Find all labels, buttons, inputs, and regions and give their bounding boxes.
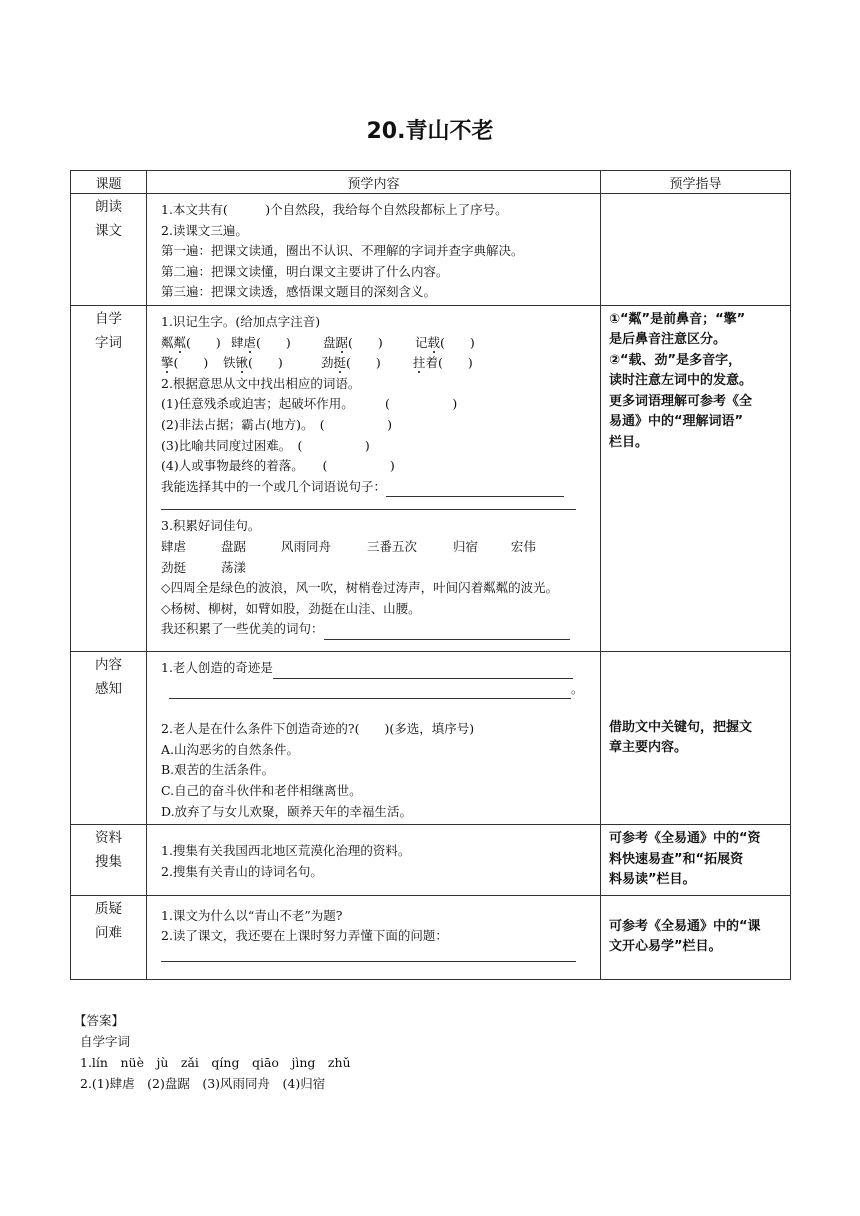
pinyin-item: 肆虐( ) [230,334,291,350]
pinyin-item: 记载( ) [414,334,475,350]
answer-line[interactable] [161,947,576,962]
content-q2: 2.老人是在什么条件下创造奇迹的?( )(多选，填序号) [161,721,475,737]
material-line: 2.搜集有关青山的诗词名句。 [161,863,323,879]
content-q1: 1.老人创造的奇迹是 [161,658,590,679]
table-row-reading [71,194,791,306]
reading-line: 第一遍：把课文读通，圈出不认识、不理解的字词并查字典解决。 [161,243,524,259]
reading-line: 2.读课文三遍。 [161,222,248,238]
row-label-reading: 朗读 课文 [71,194,147,306]
pinyin-item: 铁锹( ) [222,355,283,371]
vocab-word: 三番五次 [366,538,417,554]
q3-sentence: ◇四周全是绿色的波浪，风一吹，树梢卷过涛声，叶间闪着粼粼的波光。 [161,580,559,596]
q3-sentence: ◇杨树、柳树，如臂如股，劲挺在山洼、山腰。 [161,600,421,616]
answer-section-title: 自学字词 [80,1034,131,1049]
answer-line[interactable] [169,684,571,699]
content-q1-continued: 。 [161,679,590,700]
reading-content [147,194,601,306]
preview-table [70,170,791,980]
table-row-question [71,895,791,979]
header-guide: 预学指导 [601,171,791,194]
row-label-material: 资料 搜集 [71,825,147,896]
q2-item: (3)比喻共同度过困难。 ( ) [161,437,370,453]
q3-words-row-2 [161,558,590,579]
self-words-content [147,305,601,651]
question-section [147,895,601,979]
row-label-question: 质疑 问难 [71,895,147,979]
vocab-word: 劲挺 [161,559,187,575]
table-header-row [71,171,791,194]
pinyin-item: 盘踞( ) [322,334,383,350]
answer-line[interactable] [386,482,564,497]
pinyin-row-1 [161,333,590,354]
guide-question: 可参考《全易通》中的“课 文开心易学”栏目。 [601,895,791,979]
q3-more-prompt: 我还积累了一些优美的词句： [161,619,590,640]
guide-material: 可参考《全易通》中的“资 料快速易查”和“拓展资 料易读”栏目。 [601,825,791,896]
guide-content: 借助文中关键句，把握文 章主要内容。 [601,651,791,824]
answer-line[interactable] [273,664,573,679]
q2-item: (1)任意残杀或迫害；起破坏作用。 ( ) [161,396,458,412]
option-item: C.自己的奋斗伙伴和老伴相继离世。 [161,782,362,798]
q2-intro: 2.根据意思从文中找出相应的词语。 [161,375,361,391]
q2-item: (2)非法占据；霸占(地方)。 ( ) [161,416,392,432]
pinyin-row-2 [161,353,590,374]
q3-words-row-1 [161,537,590,558]
row-label-self-words: 自学 字词 [71,305,147,651]
header-content: 预学内容 [147,171,601,194]
question-line: 2.读了课文，我还要在上课时努力弄懂下面的问题： [161,928,448,944]
q1-intro: 1.识记生字。(给加点字注音) [161,313,321,329]
guide-self-words: ①“粼”是前鼻音；“擎” 是后鼻音注意区分。 ②“载、劲”是多音字， 读时注意左词中的发意。 更多词语理解可参考《全 易通》中的“理解词语” 栏目。 [601,305,791,651]
vocab-word: 肆虐 [161,538,187,554]
pinyin-item: 拄着( ) [412,355,473,371]
pinyin-item: 擎( ) [161,355,209,371]
vocab-word: 宏伟 [510,538,536,554]
page-title: 20.青山不老 [366,119,494,144]
option-item: D.放弃了与女儿欢聚，颐养天年的幸福生活。 [161,803,413,819]
pinyin-item: 劲挺( ) [320,355,381,371]
content-section [147,651,601,824]
header-topic: 课题 [71,171,147,194]
answer-line[interactable] [161,497,576,510]
answer-line-2: 2.(1)肆虐 (2)盘踞 (3)风雨同舟 (4)归宿 [80,1076,326,1091]
answer-line-1: 1.lín nüè jù zǎi qíng qiāo jìng zhǔ [80,1055,351,1070]
q2-item: (4)人或事物最终的着落。 ( ) [161,458,395,474]
answer-line[interactable] [324,625,570,640]
q2-sentence-prompt: 我能选择其中的一个或几个词语说句子： [161,477,590,498]
vocab-word: 归宿 [452,538,478,554]
material-section [147,825,601,896]
q3-intro: 3.积累好词佳句。 [161,518,261,534]
vocab-word: 风雨同舟 [280,538,331,554]
table-row-self-words [71,305,791,651]
option-item: A.山沟恶劣的自然条件。 [161,741,300,757]
reading-line: 1.本文共有( )个自然段，我给每个自然段都标上了序号。 [161,202,508,217]
option-item: B.艰苦的生活条件。 [161,762,275,778]
material-line: 1.搜集有关我国西北地区荒漠化治理的资料。 [161,843,411,859]
guide-reading [601,194,791,306]
vocab-word: 盘踞 [220,538,246,554]
table-row-content [71,651,791,824]
question-line: 1.课文为什么以“青山不老”为题? [161,907,343,923]
answer-section [74,1010,351,1094]
row-label-content: 内容 感知 [71,651,147,824]
pinyin-item: 粼粼( ) [161,334,221,350]
vocab-word: 荡漾 [220,559,246,575]
reading-line: 第三遍：把课文读透，感悟课文题目的深刻含义。 [161,284,437,300]
table-row-material [71,825,791,896]
answer-heading: 【答案】 [74,1013,125,1028]
reading-line: 第二遍：把课文读懂，明白课文主要讲了什么内容。 [161,263,449,279]
